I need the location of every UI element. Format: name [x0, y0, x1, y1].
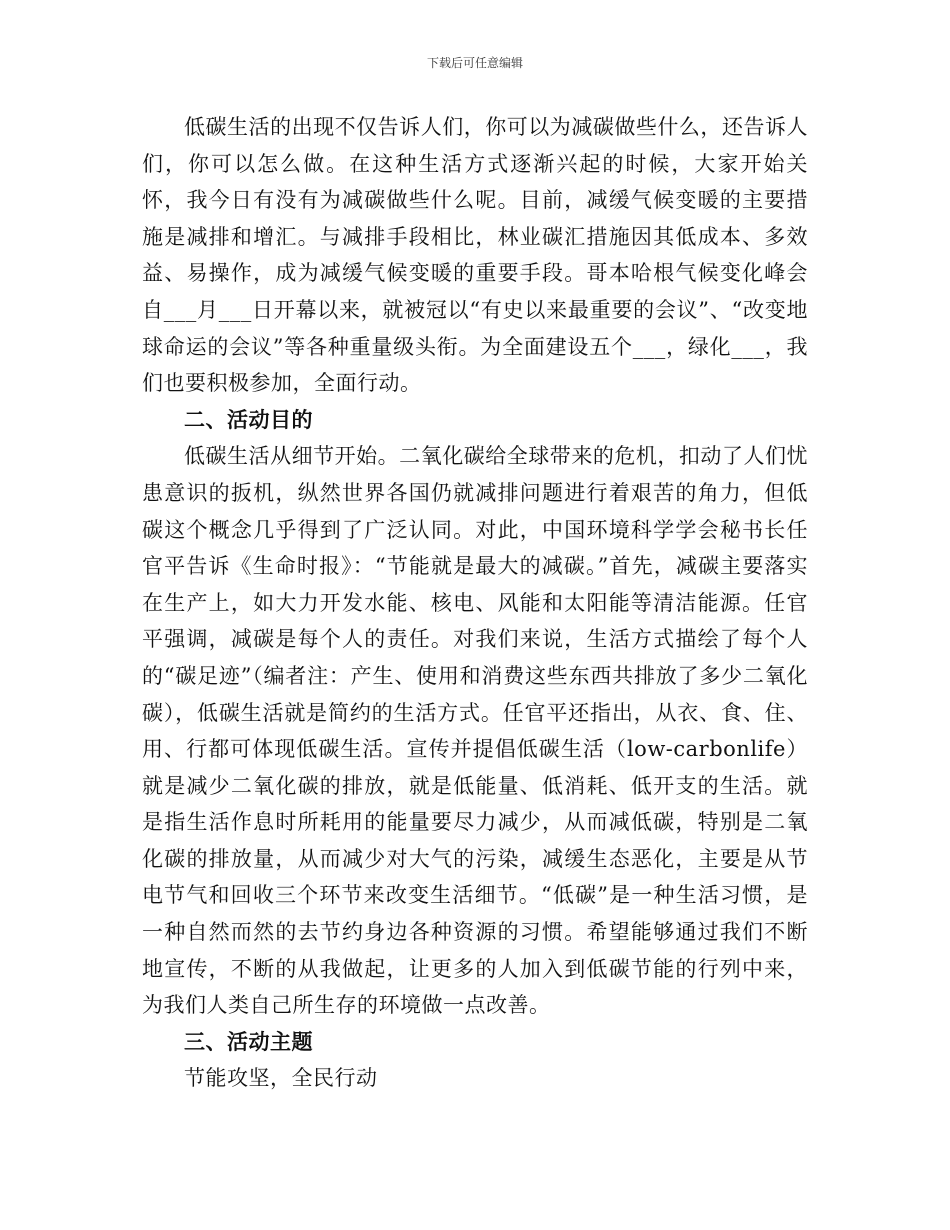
- page-header: 下载后可任意编辑: [426, 56, 523, 70]
- section-heading-theme: 三、活动主题: [184, 1029, 313, 1054]
- section-heading-purpose: 二、活动目的: [184, 407, 313, 432]
- theme-paragraph: 节能攻坚，全民行动: [184, 1066, 378, 1091]
- intro-paragraph: 低碳生活的出现不仅告诉人们，你可以为减碳做些什么，还告诉人们，你可以怎么做。在这种生活方式逐渐兴起的时候，大家开始关怀，我今日有没有为减碳做些什么呢。目前，减缓气候变暖的主要措施是减排和增汇。与减排手段相比，林业碳汇措施因其低成本、多效益、易操作，成为减缓气候变暖的重要手段。哥本哈根气候变化峰会自___月___日开幕以来，就被冠以“有史以来最重要的会议”、“改变地球命运的会议”等各种重量级头衔。为全面建设五个___，绿化___，我们也要积极参加，全面行动。: [142, 115, 808, 396]
- document-body: [142, 109, 808, 1097]
- purpose-paragraph: 低碳生活从细节开始。二氧化碳给全球带来的危机，扣动了人们忧患意识的扳机，纵然世界各国仍就减排问题进行着艰苦的角力，但低碳这个概念几乎得到了广泛认同。对此，中国环境科学学会秘书长任官平告诉《生命时报》：“节能就是最大的减碳。”首先，减碳主要落实在生产上，如大力开发水能、核电、风能和太阳能等清洁能源。任官平强调，减碳是每个人的责任。对我们来说，生活方式描绘了每个人的“碳足迹”（编者注：产生、使用和消费这些东西共排放了多少二氧化碳），低碳生活就是简约的生活方式。任官平还指出，从衣、食、住、用、行都可体现低碳生活。宣传并提倡低碳生活（low-carbonlife）就是减少二氧化碳的排放，就是低能量、低消耗、低开支的生活。就是指生活作息时所耗用的能量要尽力减少，从而减低碳，特别是二氧化碳的排放量，从而减少对大气的污染，减缓生态恶化，主要是从节电节气和回收三个环节来改变生活细节。“低碳”是一种生活习惯，是一种自然而然的去节约身边各种资源的习惯。希望能够通过我们不断地宣传，不断的从我做起，让更多的人加入到低碳节能的行列中来，为我们人类自己所生存的环境做一点改善。: [142, 444, 808, 1018]
